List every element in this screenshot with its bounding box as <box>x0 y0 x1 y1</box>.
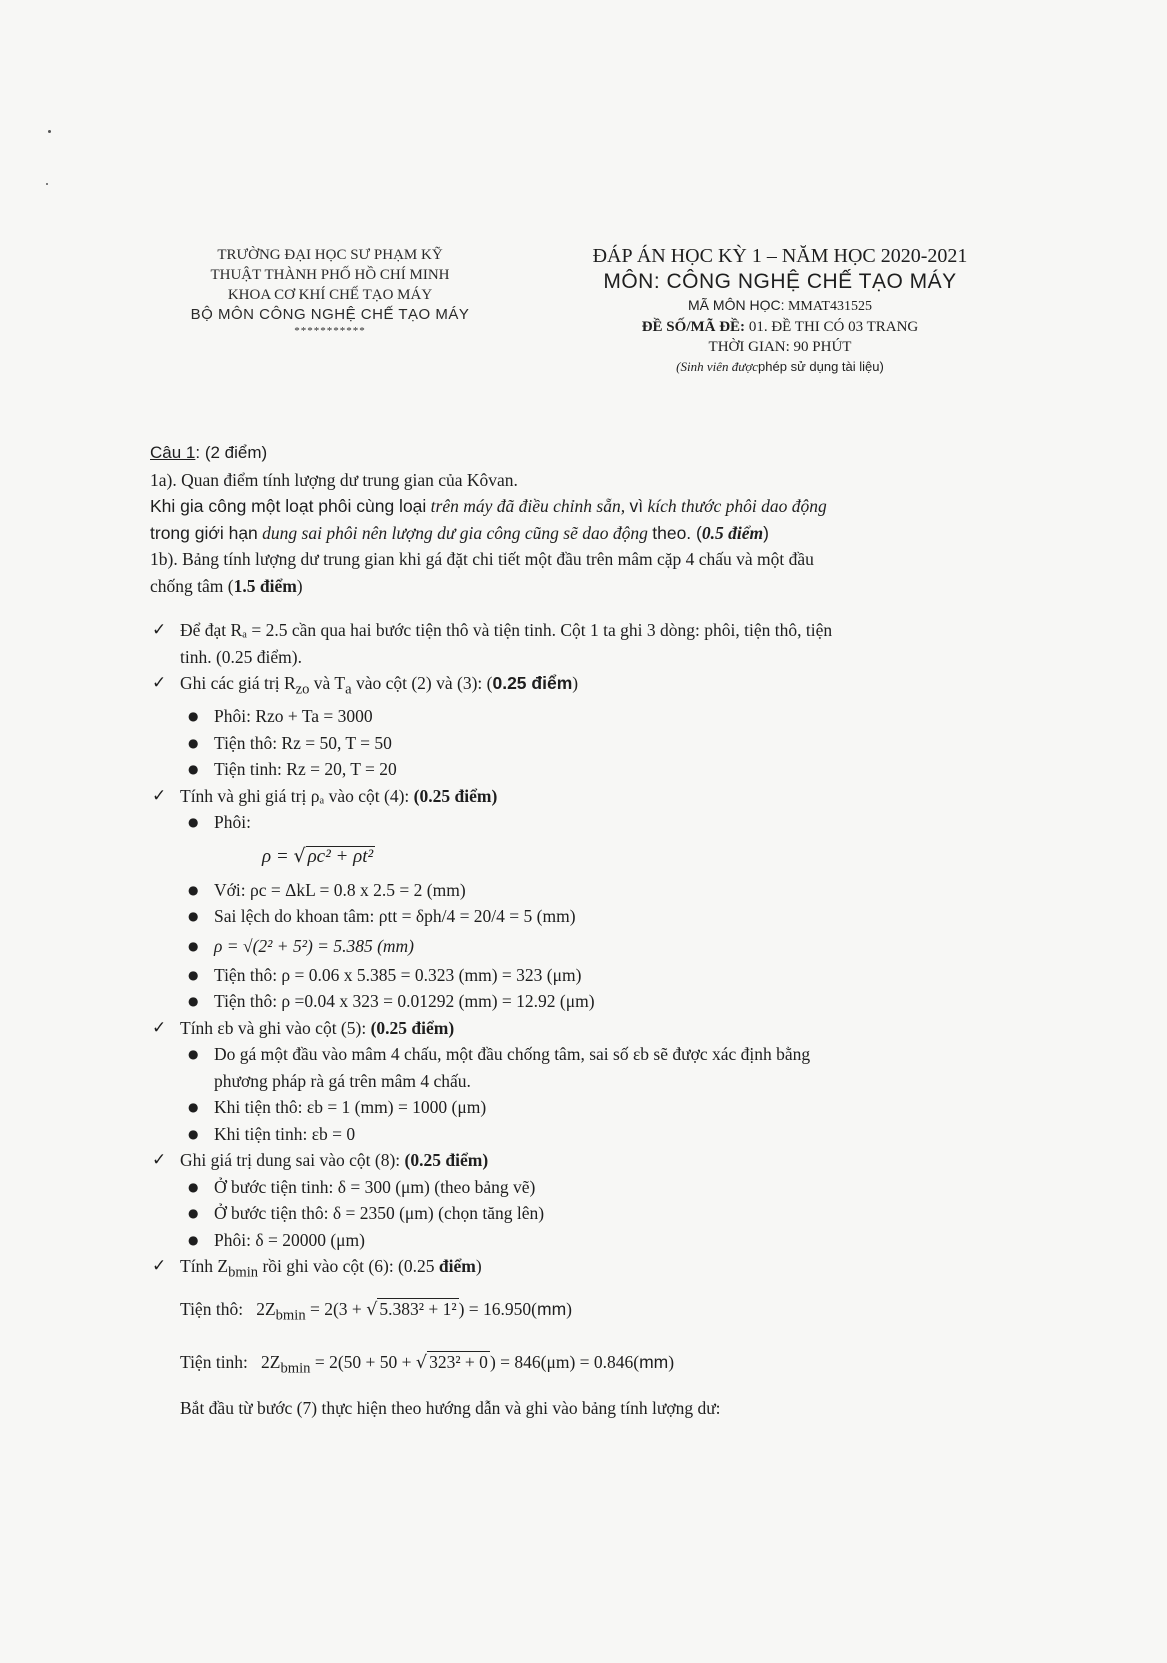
bullet-icon: ● <box>188 709 199 723</box>
question-1-heading: Câu 1: (2 điểm) <box>150 443 268 462</box>
bullet-icon: ● <box>188 1047 199 1061</box>
answer-body <box>150 440 1020 1422</box>
q1a-answer-line1: Khi gia công một loạt phôi cùng loại trên máy đã điều chỉnh sẵn, vì kích thước phôi dao động <box>150 496 827 516</box>
checkmark-icon: ✓ <box>152 1017 167 1038</box>
finish-turning-calc: Tiện tinh: $2Z_{bmin} = 2(50 + 50$ + √ 323² + 0 ) = 846(μm) = 0.846(mm) <box>180 1351 675 1376</box>
header-divider-stars: *********** <box>294 325 366 337</box>
exam-title: ĐÁP ÁN HỌC KỲ 1 – NĂM HỌC 2020-2021 <box>592 245 968 267</box>
bullet-icon: ● <box>188 815 199 829</box>
exam-code: ĐỀ SỐ/MÃ ĐỀ: 01. ĐỀ THI CÓ 03 TRANG <box>641 319 919 335</box>
step-4-item: ● Khi tiện tinh: εb = 0 <box>150 1121 1020 1148</box>
rough-turning-calc: Tiện thô: $2Z_{bmin} = 2(3$ + √ 5.383² + 1² ) = 16.950(mm) <box>180 1299 572 1324</box>
bullet-icon: ● <box>188 762 199 776</box>
step-3-item: ● Tiện thô: ρ =0.04 x 323 = 0.01292 (mm) = 12.92 (μm) <box>150 988 1020 1015</box>
checkmark-icon: ✓ <box>152 1150 167 1170</box>
checkmark-icon: ✓ <box>152 673 167 693</box>
step-3-item: ● Phôi: <box>150 809 1020 836</box>
sqrt-icon: √ <box>366 1300 378 1320</box>
bullet-icon: ● <box>188 1100 199 1114</box>
step-2: ✓ Ghi các giá trị $R_{zo}$ và $T_a$ vào cột (2) và (3): (0.25 điểm) <box>150 670 1020 703</box>
q1b-title-line2: chống tâm (1.5 điểm) <box>150 575 303 596</box>
bullet-icon: ● <box>188 967 199 982</box>
checkmark-icon: ✓ <box>152 620 167 640</box>
step-1: ✓ Để đạt Rₐ = 2.5 cần qua hai bước tiện thô và tiện tinh. Cột 1 ta ghi 3 dòng: phôi, tiện thô, tiện tinh. (0.25 điểm). <box>150 617 1020 670</box>
step-3-item: ● ρ = √(2² + 5²) = 5.385 (mm) <box>150 930 1020 962</box>
bullet-icon: ● <box>188 735 199 750</box>
step-4: ✓ Tính εb và ghi vào cột (5): (0.25 điểm) <box>150 1015 1020 1042</box>
step-2-item: ● Tiện tinh: Rz = 20, T = 20 <box>150 756 1020 783</box>
checkmark-icon: ✓ <box>152 1256 167 1276</box>
step-5-item: ● Phôi: δ = 20000 (μm) <box>150 1227 1020 1254</box>
exam-header <box>545 243 1015 377</box>
subject-name: MÔN: CÔNG NGHỆ CHẾ TẠO MÁY <box>603 270 957 293</box>
step-3-item: ● Tiện thô: ρ = 0.06 x 5.385 = 0.323 (mm) = 323 (μm) <box>150 962 1020 989</box>
exam-note: (Sinh viên đượcphép sử dụng tài liệu) <box>676 359 884 374</box>
faculty-name: KHOA CƠ KHÍ CHẾ TẠO MÁY <box>227 287 433 303</box>
bullet-icon: ● <box>188 938 199 953</box>
final-instruction: Bắt đầu từ bước (7) thực hiện theo hướng dẫn và ghi vào bảng tính lượng dư: <box>180 1398 721 1418</box>
scan-speck <box>46 183 48 185</box>
step-4-item: ● Do gá một đầu vào mâm 4 chấu, một đầu chống tâm, sai số εb sẽ được xác định bằng phương pháp rà gá trên mâm 4 chấu. <box>150 1041 1020 1094</box>
step-6: ✓ Tính $Z_{bmin}$ rồi ghi vào cột (6): (0.25 điểm) <box>150 1253 1020 1286</box>
bullet-icon: ● <box>188 1206 199 1220</box>
bullet-icon: ● <box>188 994 199 1008</box>
sqrt-icon: √ <box>415 1352 428 1373</box>
sqrt-icon: √ <box>293 844 306 867</box>
scan-speck <box>48 130 51 133</box>
step-4-item: ● Khi tiện thô: εb = 1 (mm) = 1000 (μm) <box>150 1094 1020 1121</box>
q1a-title: 1a). Quan điểm tính lượng dư trung gian của Kôvan. <box>150 469 518 490</box>
subject-code: MÃ MÔN HỌC: MMAT431525 <box>688 297 872 314</box>
step-2-item: ● Phôi: Rzo + Ta = 3000 <box>150 703 1020 730</box>
step-5-item: ● Ở bước tiện tinh: δ = 300 (μm) (theo bảng vẽ) <box>150 1174 1020 1201</box>
step-3-item: ● Sai lệch do khoan tâm: ρtt = δph/4 = 20/4 = 5 (mm) <box>150 903 1020 930</box>
university-name-line2: THUẬT THÀNH PHỐ HỒ CHÍ MINH <box>210 267 450 283</box>
rho-formula: ρ = √ ρc² + ρt² <box>262 844 374 867</box>
bullet-icon: ● <box>188 909 199 923</box>
bullet-icon: ● <box>188 1232 199 1247</box>
q1a-answer-line2: trong giới hạn dung sai phôi nên lượng dư gia công cũng sẽ dao động theo. (0.5 điểm) <box>150 522 769 543</box>
exam-time: THỜI GIAN: 90 PHÚT <box>708 339 852 355</box>
step-3-item: ● Với: ρc = ΔkL = 0.8 x 2.5 = 2 (mm) <box>150 877 1020 904</box>
university-name-line1: TRƯỜNG ĐẠI HỌC SƯ PHẠM KỸ <box>217 247 443 263</box>
institution-header <box>150 245 510 337</box>
checkmark-icon: ✓ <box>152 785 167 806</box>
bullet-icon: ● <box>188 1179 199 1194</box>
department-name: BỘ MÔN CÔNG NGHỆ CHẾ TẠO MÁY <box>190 306 470 323</box>
step-5: ✓ Ghi giá trị dung sai vào cột (8): (0.25 điểm) <box>150 1147 1020 1174</box>
q1b-title-line1: 1b). Bảng tính lượng dư trung gian khi gá đặt chi tiết một đầu trên mâm cặp 4 chấu và một đầu <box>150 549 814 569</box>
bullet-icon: ● <box>188 882 199 897</box>
bullet-icon: ● <box>188 1126 199 1141</box>
step-2-item: ● Tiện thô: Rz = 50, T = 50 <box>150 730 1020 757</box>
step-3: ✓ Tính và ghi giá trị ρₐ vào cột (4): (0.25 điểm) <box>150 783 1020 810</box>
step-5-item: ● Ở bước tiện thô: δ = 2350 (μm) (chọn tăng lên) <box>150 1200 1020 1227</box>
